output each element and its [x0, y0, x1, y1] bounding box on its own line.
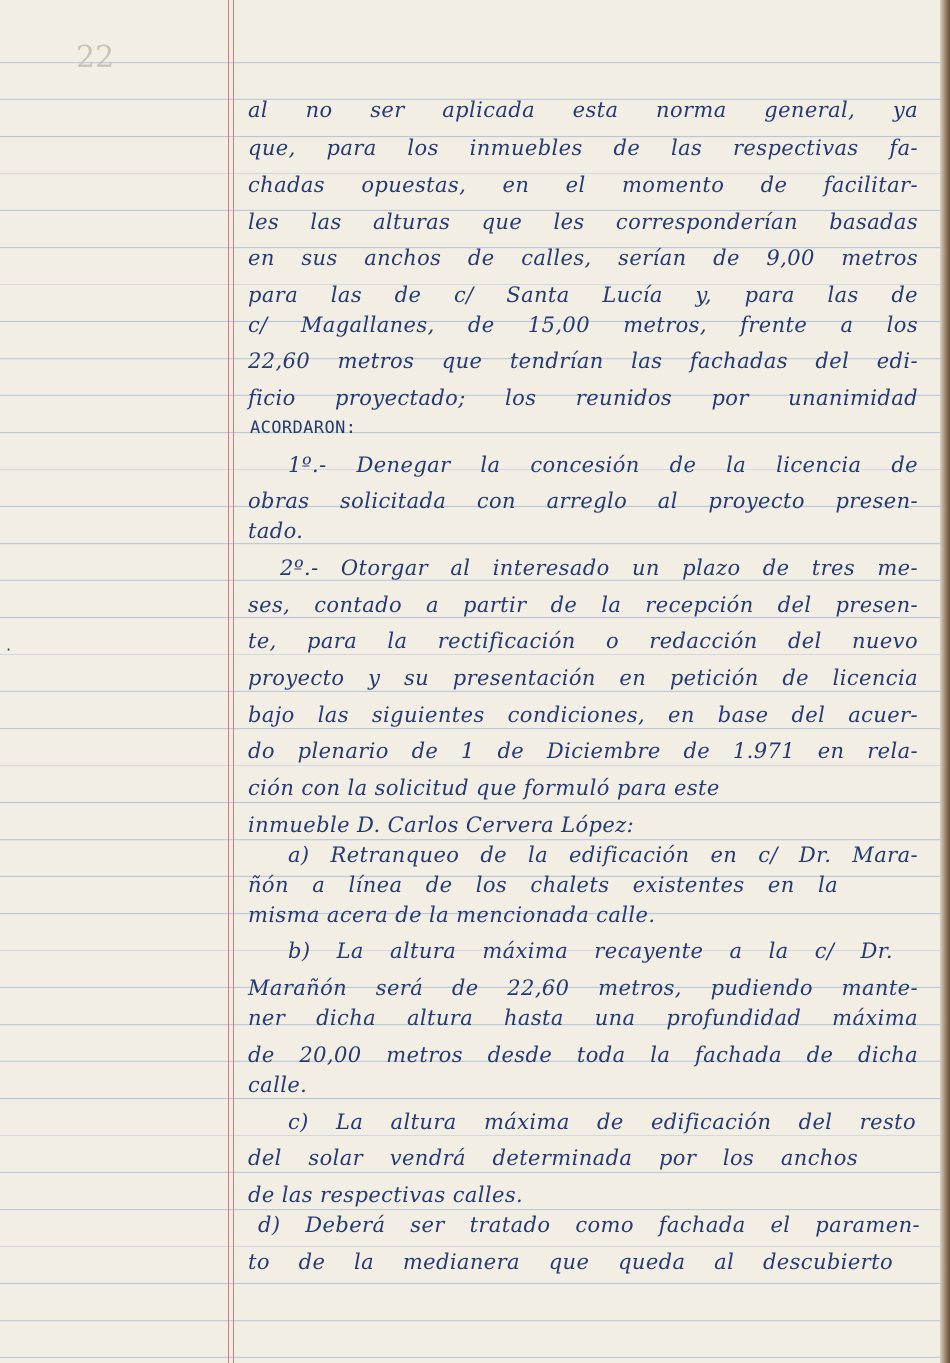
text-line: ñón a línea de los chalets existentes en la — [248, 873, 838, 897]
text-line: de 20,00 metros desde toda la fachada de dicha — [248, 1043, 918, 1067]
text-line: misma acera de la mencionada calle. — [248, 903, 656, 927]
text-line: te, para la rectificación o redacción del nuevo — [248, 629, 918, 653]
text-line: 1º.- Denegar la concesión de la licencia de — [288, 453, 918, 477]
text-line: c/ Magallanes, de 15,00 metros, frente a los — [248, 313, 918, 337]
text-line: chadas opuestas, en el momento de facilitar- — [248, 173, 918, 197]
text-line: 2º.- Otorgar al interesado un plazo de tres me- — [280, 556, 918, 580]
text-line: bajo las siguientes condiciones, en base del acuer- — [248, 703, 918, 727]
text-line: ficio proyectado; los reunidos por unanimidad — [248, 386, 918, 410]
text-line: que, para los inmuebles de las respectivas fa- — [248, 136, 918, 160]
text-line: do plenario de 1 de Diciembre de 1.971 en rela- — [248, 739, 918, 763]
text-line: calle. — [248, 1073, 308, 1097]
text-line: ner dicha altura hasta una profundidad máxima — [248, 1006, 918, 1030]
text-line: para las de c/ Santa Lucía y, para las de — [248, 283, 918, 307]
margin-mark: · — [6, 640, 12, 659]
text-line: c) La altura máxima de edificación del resto — [288, 1110, 916, 1134]
text-line: inmueble D. Carlos Cervera López: — [248, 813, 635, 837]
text-line: a) Retranqueo de la edificación en c/ Dr. Mara- — [288, 843, 918, 867]
text-line: tado. — [248, 519, 304, 543]
text-line: ción con la solicitud que formuló para este — [248, 776, 720, 800]
text-line: to de la medianera que queda al descubierto — [248, 1250, 893, 1274]
text-line: ses, contado a partir de la recepción del presen- — [248, 593, 918, 617]
text-line: del solar vendrá determinada por los anchos — [248, 1146, 858, 1170]
text-line: d) Deberá ser tratado como fachada el paramen- — [258, 1213, 920, 1237]
text-line: Marañón será de 22,60 metros, pudiendo mante- — [248, 976, 918, 1000]
page-number: 22 — [76, 40, 115, 75]
text-line: 22,60 metros que tendrían las fachadas del edi- — [248, 349, 918, 373]
text-line: en sus anchos de calles, serían de 9,00 metros — [248, 246, 918, 270]
text-line: b) La altura máxima recayente a la c/ Dr. — [288, 939, 893, 963]
text-line: proyecto y su presentación en petición de licencia — [248, 666, 918, 690]
text-line: les las alturas que les corresponderían basadas — [248, 210, 918, 234]
text-line: de las respectivas calles. — [248, 1183, 524, 1207]
text-line: al no ser aplicada esta norma general, ya — [248, 98, 918, 122]
text-line: obras solicitada con arreglo al proyecto presen- — [248, 489, 918, 513]
text-line-heading: ACORDARON: — [250, 418, 357, 438]
